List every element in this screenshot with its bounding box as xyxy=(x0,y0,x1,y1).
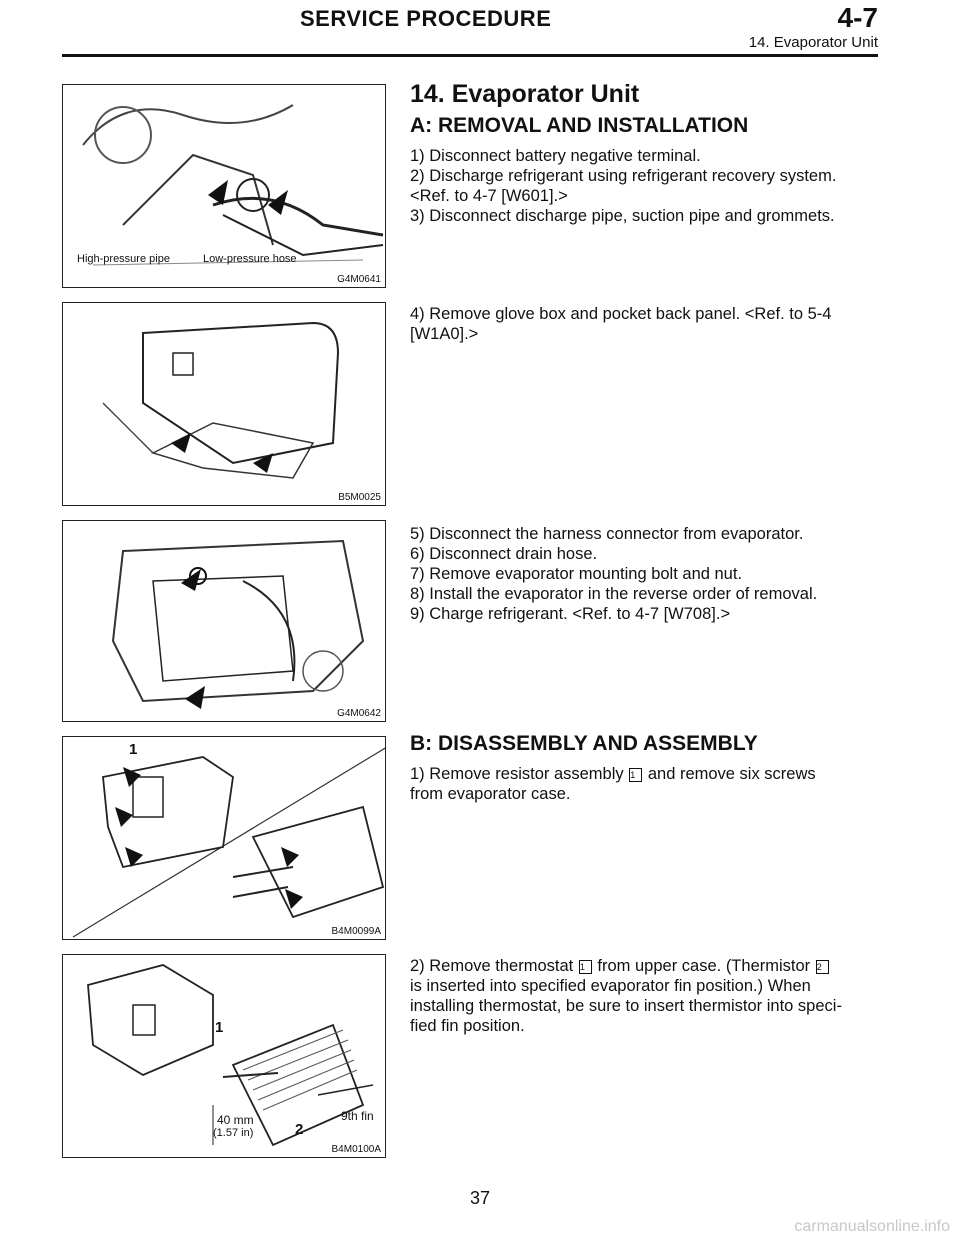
header-title: SERVICE PROCEDURE xyxy=(300,6,552,31)
step-line xyxy=(410,764,880,784)
step-line xyxy=(410,956,880,976)
step-b2 xyxy=(410,956,880,1036)
fin-label: 9th fin xyxy=(341,1109,374,1123)
step-line: <Ref. to 4-7 [W601].> xyxy=(410,187,568,205)
figure-code: B4M0099A xyxy=(331,926,381,937)
step-text: 2) Remove thermostat xyxy=(410,957,574,975)
figure-b4m0100a xyxy=(62,954,386,1158)
figure-b4m0099a xyxy=(62,736,386,940)
step-b1 xyxy=(410,764,880,804)
step-line: 5) Disconnect the harness connector from evaporator. xyxy=(410,525,804,543)
step-text: and remove six screws xyxy=(647,765,816,783)
figure-code: B4M0100A xyxy=(331,1144,381,1155)
dimension-label: 40 mm xyxy=(217,1113,254,1127)
callout-marker: 1 xyxy=(629,768,642,782)
step-line: is inserted into specified evaporator fin position.) When xyxy=(410,977,811,995)
label-high-pressure-pipe: High-pressure pipe xyxy=(77,253,170,265)
figure-g4m0642 xyxy=(62,520,386,722)
step-line: from evaporator case. xyxy=(410,785,571,803)
callout-1: 1 xyxy=(129,741,138,758)
figure-g4m0641 xyxy=(62,84,386,288)
step-4 xyxy=(410,304,880,344)
steps-5-9 xyxy=(410,524,880,624)
step-line: 6) Disconnect drain hose. xyxy=(410,545,598,563)
steps-1-3 xyxy=(410,146,880,226)
callout-marker: 2 xyxy=(816,960,829,974)
heading-removal-installation: A: REMOVAL AND INSTALLATION xyxy=(410,114,749,137)
step-line: 8) Install the evaporator in the reverse order of removal. xyxy=(410,585,818,603)
callout-marker: 1 xyxy=(579,960,592,974)
step-line: 3) Disconnect discharge pipe, suction pipe and grommets. xyxy=(410,207,835,225)
step-line: installing thermostat, be sure to insert thermistor into speci- xyxy=(410,997,842,1015)
callout-2: 2 xyxy=(295,1121,304,1138)
step-line: fied fin position. xyxy=(410,1017,525,1035)
label-low-pressure-hose: Low-pressure hose xyxy=(203,253,297,265)
step-text: from upper case. (Thermistor xyxy=(597,957,811,975)
heading-disassembly-assembly: B: DISASSEMBLY AND ASSEMBLY xyxy=(410,732,758,755)
figure-code: G4M0642 xyxy=(337,708,381,719)
page-number: 37 xyxy=(469,1188,491,1208)
section-code: 4-7 xyxy=(837,2,878,33)
step-line: 4) Remove glove box and pocket back panel. <Ref. to 5-4 xyxy=(410,305,832,323)
illustration-evaporator-mount xyxy=(63,521,386,722)
header-divider xyxy=(62,54,878,57)
watermark: carmanualsonline.info xyxy=(794,1218,950,1235)
step-line: 2) Discharge refrigerant using refrigerant recovery system. xyxy=(410,167,837,185)
callout-1: 1 xyxy=(215,1019,224,1036)
dimension-label-imperial: (1.57 in) xyxy=(213,1127,254,1139)
figure-code: G4M0641 xyxy=(337,274,381,285)
illustration-resistor-assembly xyxy=(63,737,386,940)
figure-code: B5M0025 xyxy=(338,492,381,503)
figure-b5m0025 xyxy=(62,302,386,506)
section-title: 14. Evaporator Unit xyxy=(410,80,640,108)
step-text: 1) Remove resistor assembly xyxy=(410,765,624,783)
step-line: [W1A0].> xyxy=(410,325,479,343)
step-line: 1) Disconnect battery negative terminal. xyxy=(410,147,701,165)
header-subtitle: 14. Evaporator Unit xyxy=(748,34,878,51)
illustration-glove-box xyxy=(63,303,386,506)
step-line: 9) Charge refrigerant. <Ref. to 4-7 [W708].> xyxy=(410,605,731,623)
step-line: 7) Remove evaporator mounting bolt and nut. xyxy=(410,565,743,583)
